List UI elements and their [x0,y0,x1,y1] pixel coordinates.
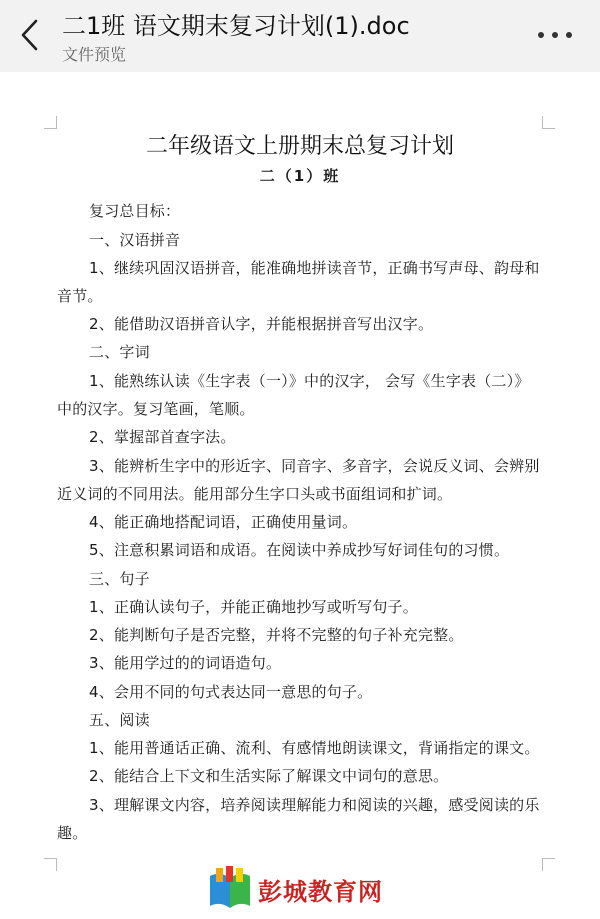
page-corner-mark [542,116,555,129]
text-line: 复习总目标： [89,202,181,220]
text-line: 2、能结合上下文和生活实际了解课文中词句的意思。 [89,767,449,785]
document-title: 二年级语文上册期末总复习计划 [145,134,454,159]
class-name: 二（1）班 [259,167,341,185]
app-header [0,0,600,72]
file-title: 二1班 语文期末复习计划(1).doc [62,12,410,40]
back-arrow-icon[interactable] [16,18,46,52]
text-line: 3、能辨析生字中的形近字、同音字、多音字，会说反义词、会辨别 [89,457,540,475]
text-line: 趣。 [57,824,88,842]
text-line: 二、字词 [89,343,150,361]
page-corner-mark [542,858,555,871]
text-line: 1、能熟练认读《生字表（一）》中的汉字， 会写《生字表（二）》 [89,372,530,390]
text-line: 2、能借助汉语拼音认字，并能根据拼音写出汉字。 [89,315,434,333]
text-line: 4、会用不同的句式表达同一意思的句子。 [89,683,373,701]
file-preview-label: 文件预览 [62,45,127,64]
text-line: 三、句子 [89,570,150,588]
text-line: 2、掌握部首查字法。 [89,428,236,446]
text-line: 中的汉字。复习笔画，笔顺。 [57,400,255,418]
text-line: 近义词的不同用法。能用部分生字口头或书面组词和扩词。 [57,485,453,503]
site-watermark-logo: 彭城教育网 [258,878,383,906]
text-line: 1、正确认读句子，并能正确地抄写或听写句子。 [89,598,418,616]
text-line: 音节。 [57,287,103,305]
text-line: 3、能用学过的的词语造句。 [89,654,282,672]
more-options-icon[interactable] [538,32,574,40]
text-line: 1、继续巩固汉语拼音，能准确地拼读音节，正确书写声母、韵母和 [89,259,540,277]
text-line: 一、汉语拼音 [89,231,181,249]
text-line: 五、阅读 [89,711,150,729]
text-line: 2、能判断句子是否完整，并将不完整的句子补充完整。 [89,626,464,644]
page-corner-mark [44,858,57,871]
text-line: 4、能正确地搭配词语，正确使用量词。 [89,513,358,531]
page-corner-mark [44,116,57,129]
text-line: 5、注意积累词语和成语。在阅读中养成抄写好词佳句的习惯。 [89,541,510,559]
text-line: 3、理解课文内容，培养阅读理解能力和阅读的兴趣，感受阅读的乐 [89,796,540,814]
text-line: 1、能用普通话正确、流利、有感情地朗读课文，背诵指定的课文。 [89,739,540,757]
